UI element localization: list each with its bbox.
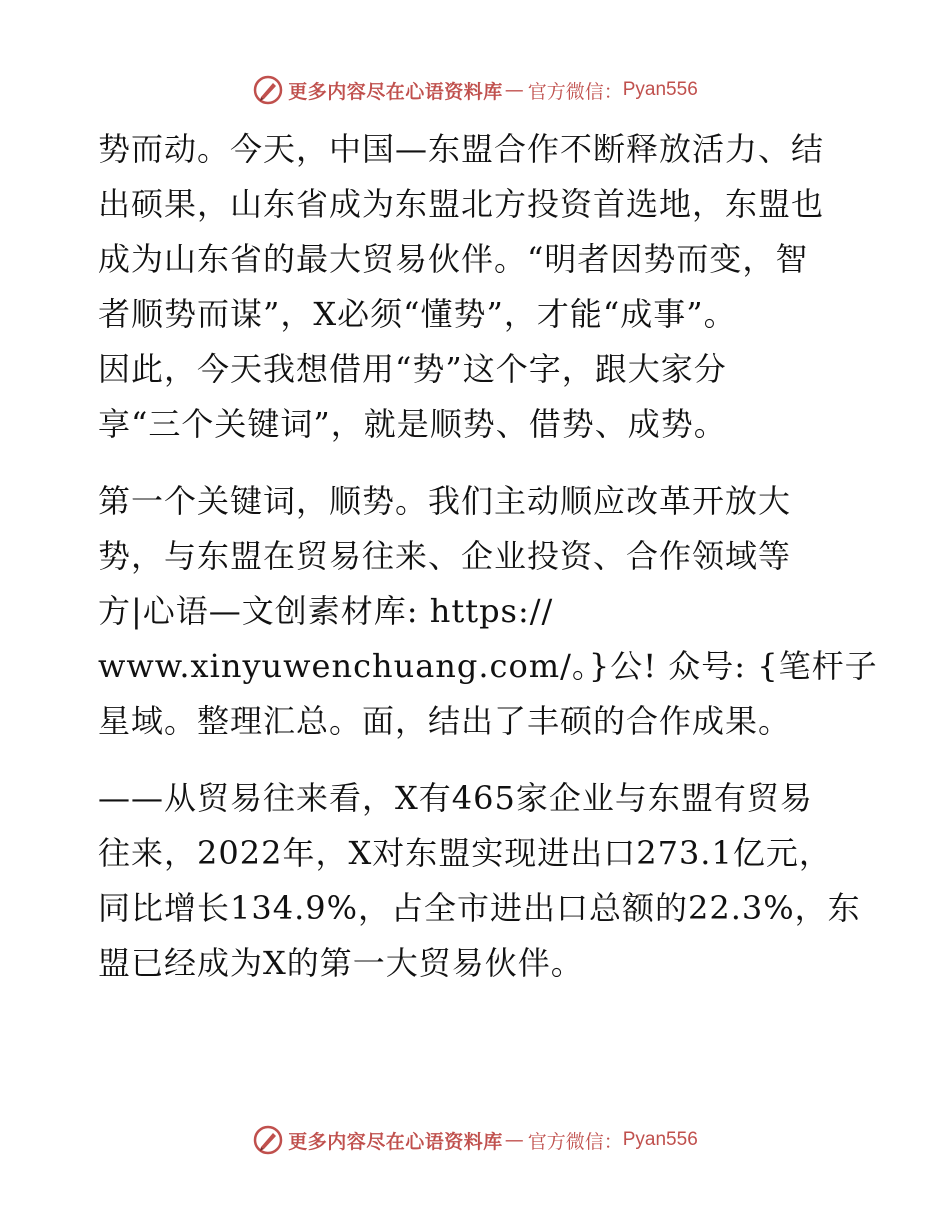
text-line: 成为山东省的最大贸易伙伴。“明者因势而变，智 (98, 240, 809, 278)
paragraph-gap (98, 749, 858, 771)
pen-logo-icon (252, 74, 284, 106)
text-line: 享“三个关键词”，就是顺势、借势、成势。 (98, 405, 727, 443)
text-line: 第一个关键词，顺势。我们主动顺应改革开放大 (98, 482, 792, 520)
banner-wechat-id: Pyan556 (622, 79, 698, 100)
text-line: 方|心语—文创素材库: https:// (98, 592, 554, 630)
banner-text: 更多内容尽在心语资料库 (288, 80, 503, 103)
text-line: 因此，今天我想借用“势”这个字，跟大家分 (98, 350, 727, 388)
text-line: www.xinyuwenchuang.com/。}公! 众号: {笔杆子 (98, 647, 878, 685)
footer-watermark-banner (0, 1120, 950, 1160)
paragraph-2 (98, 474, 878, 749)
banner-wechat-id: Pyan556 (622, 1129, 698, 1150)
header-watermark-banner (0, 70, 950, 110)
banner-separator: — (504, 1129, 524, 1151)
text-line: ——从贸易往来看，X有465家企业与东盟有贸易 (98, 779, 813, 817)
text-line: 往来，2022年，X对东盟实现进出口273.1亿元， (98, 834, 832, 872)
text-line: 盟已经成为X的第一大贸易伙伴。 (98, 944, 584, 982)
banner-separator: — (504, 79, 524, 101)
document-body (98, 122, 878, 991)
banner-wechat-label: 官方微信： (527, 80, 623, 103)
banner-wechat-label: 官方微信： (527, 1130, 623, 1153)
text-line: 出硕果，山东省成为东盟北方投资首选地，东盟也 (98, 185, 825, 223)
text-line: 同比增长134.9%，占全市进出口总额的22.3%，东 (98, 889, 861, 927)
banner-text: 更多内容尽在心语资料库 (288, 1130, 503, 1153)
text-line: 势，与东盟在贸易往来、企业投资、合作领域等 (98, 537, 792, 575)
text-line: 星域。整理汇总。面，结出了丰硕的合作成果。 (98, 702, 792, 740)
pen-logo-icon (252, 1124, 284, 1156)
text-line: 势而动。今天，中国—东盟合作不断释放活力、结 (98, 130, 825, 168)
text-line: 者顺势而谋”，X必须“懂势”，才能“成事”。 (98, 295, 737, 333)
paragraph-gap (98, 452, 858, 474)
paragraph-3 (98, 771, 861, 991)
paragraph-1 (98, 122, 858, 452)
